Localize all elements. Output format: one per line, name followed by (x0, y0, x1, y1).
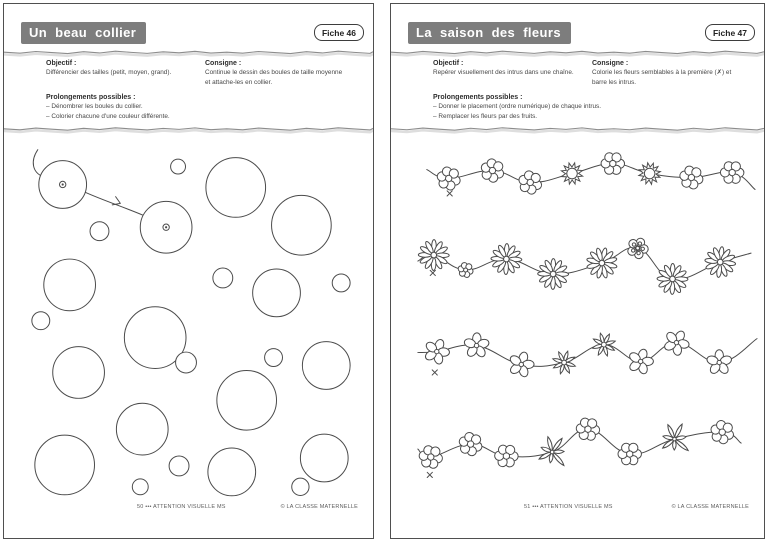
prolongement-item: – Remplacer les fleurs par des fruits. (433, 112, 538, 120)
fiche-badge: Fiche 47 (705, 24, 755, 41)
prolongements-label: Prolongements possibles : (433, 94, 523, 102)
page-footer (391, 504, 764, 512)
objectif-label: Objectif : (433, 60, 464, 67)
page-title-text: La saison des fleurs (416, 25, 561, 40)
consigne-section (592, 60, 752, 87)
prolongements-section (433, 94, 752, 121)
consigne-label: Consigne : (592, 60, 629, 67)
header-block (433, 60, 752, 121)
objectif-label: Objectif : (46, 60, 77, 67)
page-fiche-47 (390, 3, 765, 539)
consigne-text: Colorie les fleurs semblables à la première (✗) et barre les intrus. (592, 69, 732, 86)
prolongements-section (46, 94, 361, 121)
footer-page-number: 50 ••• ATTENTION VISUELLE MS (137, 504, 226, 510)
objectif-text: Repérer visuellement des intrus dans une chaîne. (433, 69, 574, 76)
prolongement-item: – Donner le placement (ordre numérique) de chaque intrus. (433, 103, 602, 111)
consigne-text: Continue le dessin des boules de taille moyenne et attache-les en collier. (205, 69, 343, 86)
page-title (21, 22, 146, 44)
objectif-section (433, 60, 588, 87)
prolongement-item: – Dénombrer les boules du collier. (46, 103, 143, 111)
objectif-section (46, 60, 201, 87)
prolongement-item: – Colorier chacune d'une couleur différente. (46, 112, 170, 120)
footer-page-number: 51 ••• ATTENTION VISUELLE MS (524, 504, 613, 510)
prolongements-label: Prolongements possibles : (46, 94, 136, 102)
header-block (46, 60, 361, 121)
footer-copyright: © LA CLASSE MATERNELLE (280, 504, 358, 510)
page-title-text: Un beau collier (29, 25, 137, 40)
page-footer (4, 504, 373, 512)
consigne-label: Consigne : (205, 60, 242, 67)
objectif-text: Différencier des tailles (petit, moyen, grand). (46, 69, 172, 76)
consigne-section (205, 60, 361, 87)
footer-copyright: © LA CLASSE MATERNELLE (671, 504, 749, 510)
page-title (408, 22, 571, 44)
page-fiche-46 (3, 3, 374, 539)
fiche-badge: Fiche 46 (314, 24, 364, 41)
